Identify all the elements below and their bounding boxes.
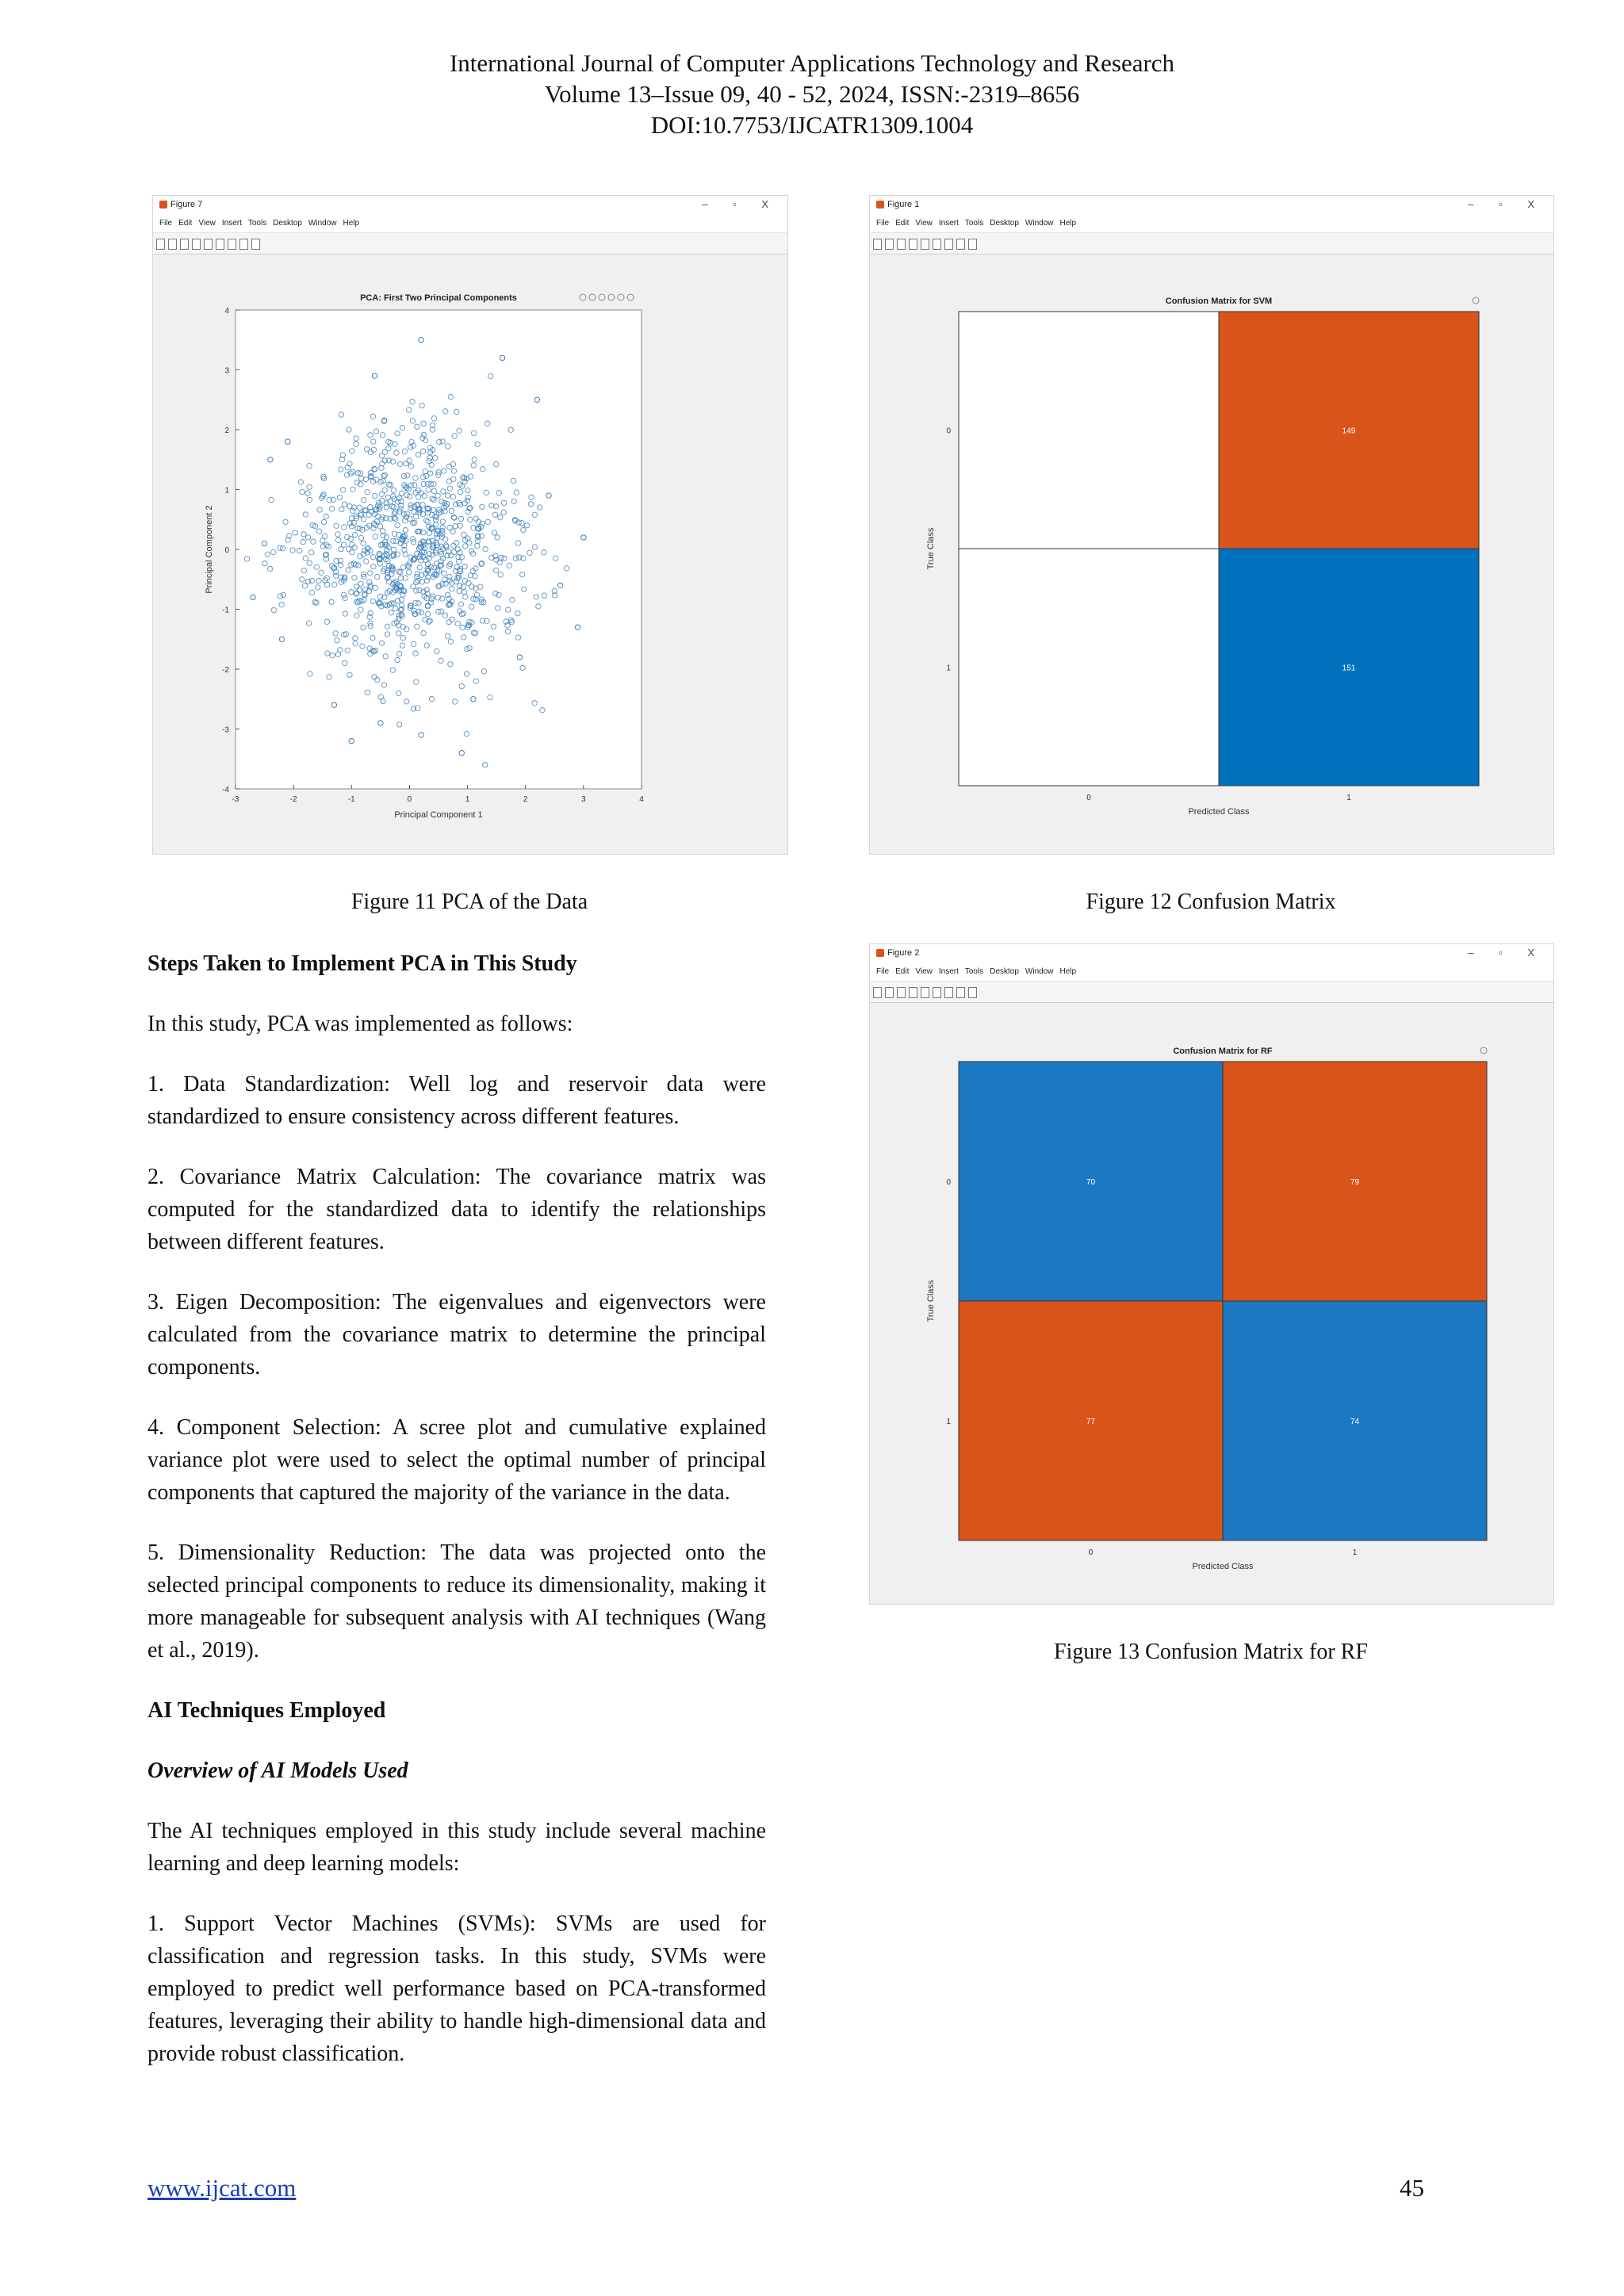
link-plot-icon[interactable] xyxy=(204,239,213,250)
open-file-icon[interactable] xyxy=(168,239,177,250)
legend-icon[interactable] xyxy=(944,239,953,250)
x-tick-label: -2 xyxy=(289,795,297,804)
paragraph-step-5: 5. Dimensionality Reduction: The data was projected onto the selected principal components to reduce its dimensionality, making it more manageable for subsequent analysis with AI techniques (Wang et al., 2019). xyxy=(147,1540,766,1663)
paragraph-intro: In this study, PCA was implemented as follows: xyxy=(147,1012,573,1036)
matrix-cell xyxy=(959,549,1219,786)
y-tick-label: 4 xyxy=(224,307,229,316)
y-tick-label: 1 xyxy=(224,486,229,496)
y-tick-label: -3 xyxy=(222,725,229,735)
menu-tools[interactable]: Tools xyxy=(964,219,984,228)
new-figure-icon[interactable] xyxy=(873,239,882,250)
window-title: Figure 7 xyxy=(170,200,203,209)
y-tick-label: 0 xyxy=(946,1178,951,1187)
cell-value-label: 77 xyxy=(1086,1418,1096,1426)
menu-bar xyxy=(870,215,1553,233)
journal-website-link[interactable]: www.ijcat.com xyxy=(147,2174,297,2202)
open-file-icon[interactable] xyxy=(885,239,894,250)
menu-view[interactable]: View xyxy=(915,967,933,976)
menu-desktop[interactable]: Desktop xyxy=(990,967,1019,976)
menu-insert[interactable]: Insert xyxy=(221,219,242,228)
x-tick-label: 0 xyxy=(1088,1548,1094,1557)
legend-icon[interactable] xyxy=(228,239,236,250)
menu-window[interactable]: Window xyxy=(308,219,337,228)
y-tick-label: 2 xyxy=(224,427,229,435)
window-title: Figure 1 xyxy=(887,200,920,209)
volume-info: Volume 13–Issue 09, 40 - 52, 2024, ISSN:-2319–8656 xyxy=(544,80,1080,108)
chart-title: PCA: First Two Principal Components xyxy=(360,293,517,303)
paragraph-step-4: 4. Component Selection: A scree plot and cumulative explained variance plot were used to select the optimal number of principal components that captured the majority of the variance in the data. xyxy=(147,1415,766,1505)
tool-bar xyxy=(153,233,787,254)
new-figure-icon[interactable] xyxy=(873,987,882,998)
x-axis-label: Principal Component 1 xyxy=(394,810,483,820)
x-tick-label: 1 xyxy=(1352,1548,1358,1557)
menu-tools[interactable]: Tools xyxy=(247,219,267,228)
window-controls[interactable]: – ▫ X xyxy=(702,198,779,210)
window-title: Figure 2 xyxy=(887,948,920,958)
figure-12-caption: Figure 12 Confusion Matrix xyxy=(1086,890,1336,914)
page-number: 45 xyxy=(1400,2174,1424,2202)
window-titlebar xyxy=(870,944,1553,963)
paragraph-ai-intro: The AI techniques employed in this study include several machine learning and deep learning models: xyxy=(147,1819,766,1876)
property-inspector-icon[interactable] xyxy=(968,239,977,250)
save-icon[interactable] xyxy=(897,239,906,250)
y-tick-label: -2 xyxy=(222,666,229,675)
open-file-icon[interactable] xyxy=(885,987,894,998)
y-tick-label: 1 xyxy=(946,1418,951,1426)
colorbar-icon[interactable] xyxy=(216,239,224,250)
y-axis-label: True Class xyxy=(926,1280,936,1322)
y-tick-label: -4 xyxy=(222,786,229,794)
menu-insert[interactable]: Insert xyxy=(938,967,959,976)
window-controls[interactable]: – ▫ X xyxy=(1468,947,1545,959)
chart-title: Confusion Matrix for RF xyxy=(1173,1047,1273,1056)
y-tick-label: 3 xyxy=(224,366,229,376)
colorbar-icon[interactable] xyxy=(933,239,941,250)
section-heading-ai: AI Techniques Employed xyxy=(147,1698,386,1723)
window-controls[interactable]: – ▫ X xyxy=(1468,198,1545,210)
menu-tools[interactable]: Tools xyxy=(964,967,984,976)
matrix-cell xyxy=(959,312,1219,549)
paragraph-step-1: 1. Data Standardization: Well log and reservoir data were standardized to ensure consistency across different features. xyxy=(147,1072,766,1129)
tool-bar xyxy=(870,233,1553,254)
menu-desktop[interactable]: Desktop xyxy=(990,219,1019,228)
menu-bar xyxy=(870,963,1553,982)
pointer-icon[interactable] xyxy=(239,239,248,250)
x-tick-label: 0 xyxy=(407,795,412,804)
cell-value-label: 149 xyxy=(1342,427,1356,436)
x-axis-label: Predicted Class xyxy=(1192,1562,1254,1571)
save-icon[interactable] xyxy=(897,987,906,998)
window-titlebar xyxy=(153,196,787,215)
pointer-icon[interactable] xyxy=(956,987,965,998)
y-tick-label: 0 xyxy=(224,546,229,555)
figure-window-pca xyxy=(152,195,788,855)
pca-scatter-plot xyxy=(153,254,787,854)
svm-confusion-matrix xyxy=(870,254,1553,854)
print-icon[interactable] xyxy=(909,239,917,250)
rf-confusion-matrix xyxy=(870,1003,1553,1604)
section-heading-steps: Steps Taken to Implement PCA in This Study xyxy=(147,951,577,976)
y-axis-label: True Class xyxy=(926,527,936,570)
x-tick-label: -1 xyxy=(347,795,355,804)
x-tick-label: 1 xyxy=(465,795,470,804)
menu-edit[interactable]: Edit xyxy=(895,219,910,228)
print-icon[interactable] xyxy=(192,239,201,250)
matlab-figure-icon xyxy=(876,201,884,209)
menu-bar xyxy=(153,215,787,233)
menu-view[interactable]: View xyxy=(915,219,933,228)
paragraph-svm: 1. Support Vector Machines (SVMs): SVMs are used for classification and regression tasks. In this study, SVMs were employed to predict well performance based on PCA-transformed features, leveraging their ability to handle high-dimensional data and provide robust classification. xyxy=(147,1911,766,2066)
journal-title: International Journal of Computer Applications Technology and Research xyxy=(449,49,1175,77)
print-icon[interactable] xyxy=(909,987,917,998)
new-figure-icon[interactable] xyxy=(156,239,165,250)
menu-help[interactable]: Help xyxy=(343,219,360,228)
figure-window-svm xyxy=(869,195,1554,855)
y-tick-label: 1 xyxy=(946,664,951,673)
y-tick-label: 0 xyxy=(946,427,951,436)
x-tick-label: 1 xyxy=(1346,794,1351,802)
subheading-overview: Overview of AI Models Used xyxy=(147,1758,408,1783)
x-tick-label: 0 xyxy=(1086,794,1091,802)
menu-insert[interactable]: Insert xyxy=(938,219,959,228)
menu-file[interactable]: File xyxy=(876,967,890,976)
menu-window[interactable]: Window xyxy=(1025,219,1054,228)
colorbar-icon[interactable] xyxy=(933,987,941,998)
figure-window-rf xyxy=(869,943,1554,1605)
y-tick-label: -1 xyxy=(222,606,229,615)
menu-file[interactable]: File xyxy=(159,219,173,228)
tool-bar xyxy=(870,982,1553,1003)
paragraph-step-2: 2. Covariance Matrix Calculation: The covariance matrix was computed for the standardized data to identify the relationships between different features. xyxy=(147,1165,766,1254)
menu-help[interactable]: Help xyxy=(1059,967,1077,976)
menu-desktop[interactable]: Desktop xyxy=(273,219,302,228)
menu-window[interactable]: Window xyxy=(1025,967,1054,976)
x-tick-label: 4 xyxy=(639,795,644,804)
property-inspector-icon[interactable] xyxy=(968,987,977,998)
menu-edit[interactable]: Edit xyxy=(895,967,910,976)
link-plot-icon[interactable] xyxy=(921,239,929,250)
x-tick-label: 2 xyxy=(523,795,528,804)
menu-help[interactable]: Help xyxy=(1059,219,1077,228)
chart-title: Confusion Matrix for SVM xyxy=(1165,297,1273,306)
link-plot-icon[interactable] xyxy=(921,987,929,998)
save-icon[interactable] xyxy=(180,239,189,250)
y-axis-label: Principal Component 2 xyxy=(205,505,214,594)
x-tick-label: 3 xyxy=(581,795,586,804)
body-column xyxy=(147,947,766,2098)
menu-edit[interactable]: Edit xyxy=(178,219,193,228)
x-tick-label: -3 xyxy=(232,795,239,804)
figure-13-caption: Figure 13 Confusion Matrix for RF xyxy=(1054,1640,1368,1664)
cell-value-label: 79 xyxy=(1350,1178,1360,1187)
property-inspector-icon[interactable] xyxy=(251,239,260,250)
doi: DOI:10.7753/IJCATR1309.1004 xyxy=(650,111,974,139)
paragraph-step-3: 3. Eigen Decomposition: The eigenvalues and eigenvectors were calculated from the covariance matrix to determine the principal components. xyxy=(147,1290,766,1380)
x-axis-label: Predicted Class xyxy=(1188,807,1250,817)
pointer-icon[interactable] xyxy=(956,239,965,250)
figure-11-caption: Figure 11 PCA of the Data xyxy=(350,890,588,914)
menu-view[interactable]: View xyxy=(198,219,216,228)
cell-value-label: 74 xyxy=(1350,1418,1360,1426)
matlab-figure-icon xyxy=(876,949,884,957)
matlab-figure-icon xyxy=(159,201,167,209)
cell-value-label: 70 xyxy=(1086,1178,1096,1187)
legend-icon[interactable] xyxy=(944,987,953,998)
menu-file[interactable]: File xyxy=(876,219,890,228)
window-titlebar xyxy=(870,196,1553,215)
cell-value-label: 151 xyxy=(1342,664,1356,673)
